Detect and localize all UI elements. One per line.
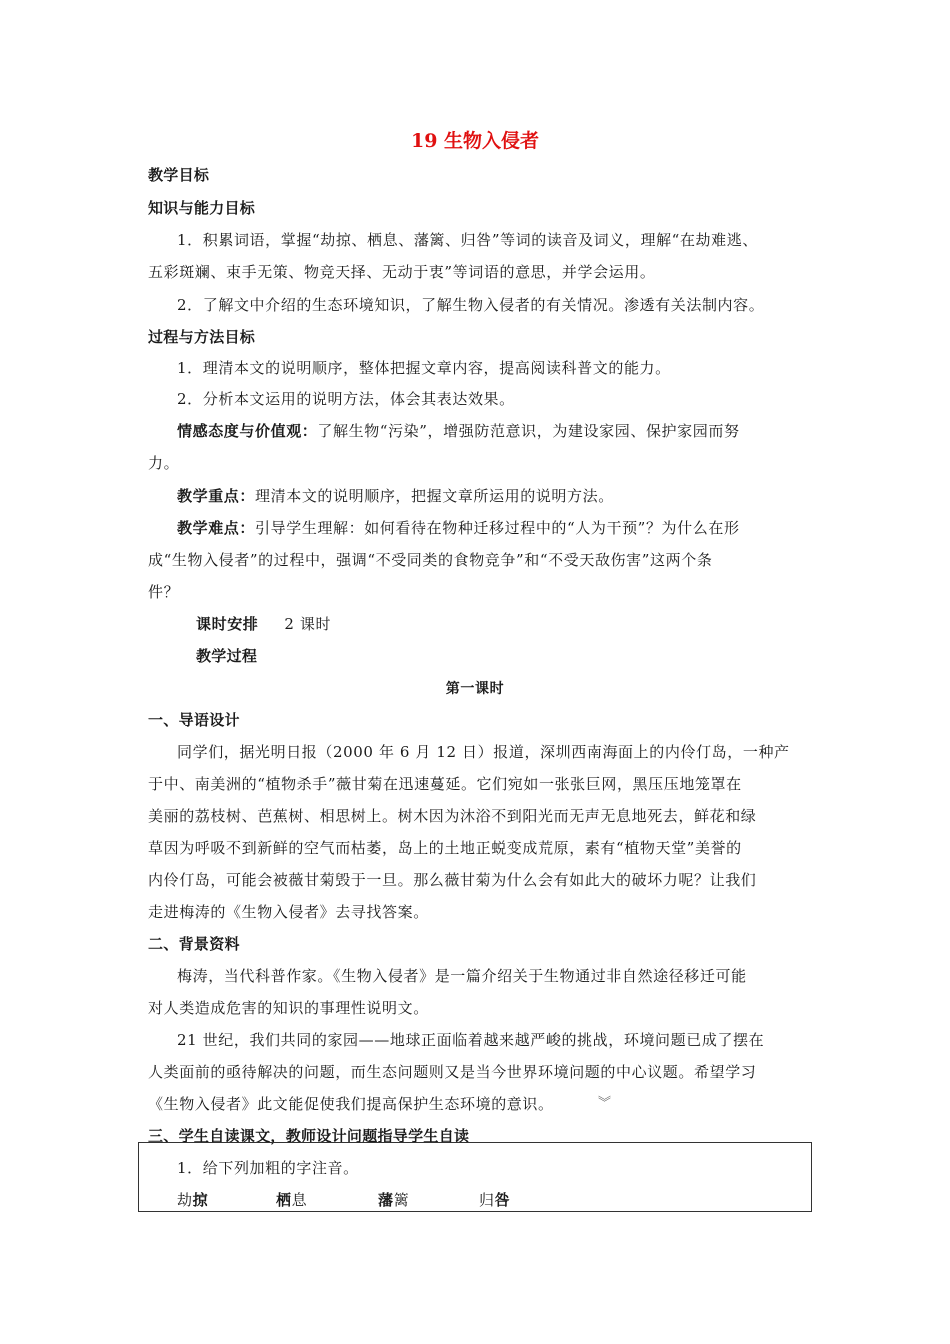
section-2-line-1: 梅涛，当代科普作家。《生物入侵者》是一篇介绍关于生物通过非自然途径移迁可能 [177,967,747,985]
schedule [196,613,331,634]
section-2-line-5: 《生物入侵者》此文能促使我们提高保护生态环境的意识。 [148,1095,554,1113]
document-title: 19 生物入侵者 [410,130,540,152]
difficult-point-label: 教学难点： [177,519,256,537]
emotion-text: 了解生物“污染”，增强防范意识，为建设家园、保护家园而努 [317,422,740,440]
difficult-point [177,517,740,538]
section-2-line-3: 21 世纪，我们共同的家园——地球正面临着越来越严峻的挑战，环境问题已成了摆在 [177,1031,765,1049]
word-2-plain: 息 [291,1191,308,1209]
word-1 [177,1189,208,1210]
word-2-bold: 栖 [276,1191,292,1209]
word-4 [479,1189,510,1210]
knowledge-heading: 知识与能力目标 [148,199,256,217]
section-1-line-2: 于中、南美洲的“植物杀手”薇甘菊在迅速蔓延。它们宛如一张张巨网，黑压压地笼罩在 [148,775,742,793]
word-2 [276,1189,307,1210]
section-1-heading: 一、导语设计 [148,711,240,729]
knowledge-item-1-line-1: 1．积累词语，掌握“劫掠、栖息、藩篱、归咎”等词的读音及词义，理解“在劫难逃、 [177,231,758,249]
section-1-line-6: 走进梅涛的《生物入侵者》去寻找答案。 [148,903,429,921]
question-1: 1．给下列加粗的字注音。 [177,1159,359,1177]
emotion-label: 情感态度与价值观： [177,422,318,440]
process-item-2: 2．分析本文运用的说明方法，体会其表达效果。 [177,390,515,408]
section-1-line-3: 美丽的荔枝树、芭蕉树、相思树上。树木因为沐浴不到阳光而无声无息地死去，鲜花和绿 [148,807,757,825]
process-label: 教学过程 [196,647,258,665]
section-2-line-2: 对人类造成危害的知识的事理性说明文。 [148,999,429,1017]
key-point-label: 教学重点： [177,487,256,505]
word-4-bold: 咎 [494,1191,511,1209]
word-3 [378,1189,409,1210]
lesson-title: 第一课时 [445,681,505,697]
emotion-goal-line-2: 力。 [148,454,180,472]
difficult-point-line-3: 件？ [148,583,180,601]
word-1-plain: 劫 [177,1191,193,1209]
schedule-label: 课时安排 [196,615,259,633]
section-1-line-4: 草因为呼吸不到新鲜的空气而枯萎，岛上的土地正蜕变成荒原，素有“植物天堂”美誉的 [148,839,742,857]
difficult-point-line-1: 引导学生理解：如何看待在物种迁移过程中的“人为干预”？为什么在形 [255,519,740,537]
word-3-bold: 藩 [378,1191,394,1209]
goals-heading: 教学目标 [148,166,210,184]
key-point [177,485,614,506]
difficult-point-line-2: 成“生物入侵者”的过程中，强调“不受同类的食物竞争”和“不受天敌伤害”这两个条 [148,551,713,569]
process-heading: 过程与方法目标 [148,328,256,346]
emotion-goal [177,420,740,441]
chevron-down-icon: ︾ [598,1096,612,1111]
word-3-plain: 篱 [393,1191,410,1209]
knowledge-item-2: 2．了解文中介绍的生态环境知识，了解生物入侵者的有关情况。渗透有关法制内容。 [177,296,765,314]
knowledge-item-1-line-2: 五彩斑斓、束手无策、物竞天择、无动于衷”等词语的意思，并学会运用。 [148,263,656,281]
section-1-line-5: 内伶仃岛，可能会被薇甘菊毁于一旦。那么薇甘菊为什么会有如此大的破坏力呢？让我们 [148,871,757,889]
schedule-value: 2 课时 [284,615,332,633]
key-point-text: 理清本文的说明顺序，把握文章所运用的说明方法。 [255,487,614,505]
section-2-heading: 二、背景资料 [148,935,240,953]
word-4-plain: 归 [479,1191,495,1209]
process-item-1: 1．理清本文的说明顺序，整体把握文章内容，提高阅读科普文的能力。 [177,359,671,377]
word-1-bold: 掠 [192,1191,209,1209]
section-3-heading: 三、学生自读课文，教师设计问题指导学生自读 [148,1127,470,1145]
section-1-line-1: 同学们，据光明日报（2000 年 6 月 12 日）报道，深圳西南海面上的内伶仃岛，一种产 [177,743,790,761]
section-2-line-4: 人类面前的亟待解决的问题，而生态问题则又是当今世界环境问题的中心议题。希望学习 [148,1063,757,1081]
